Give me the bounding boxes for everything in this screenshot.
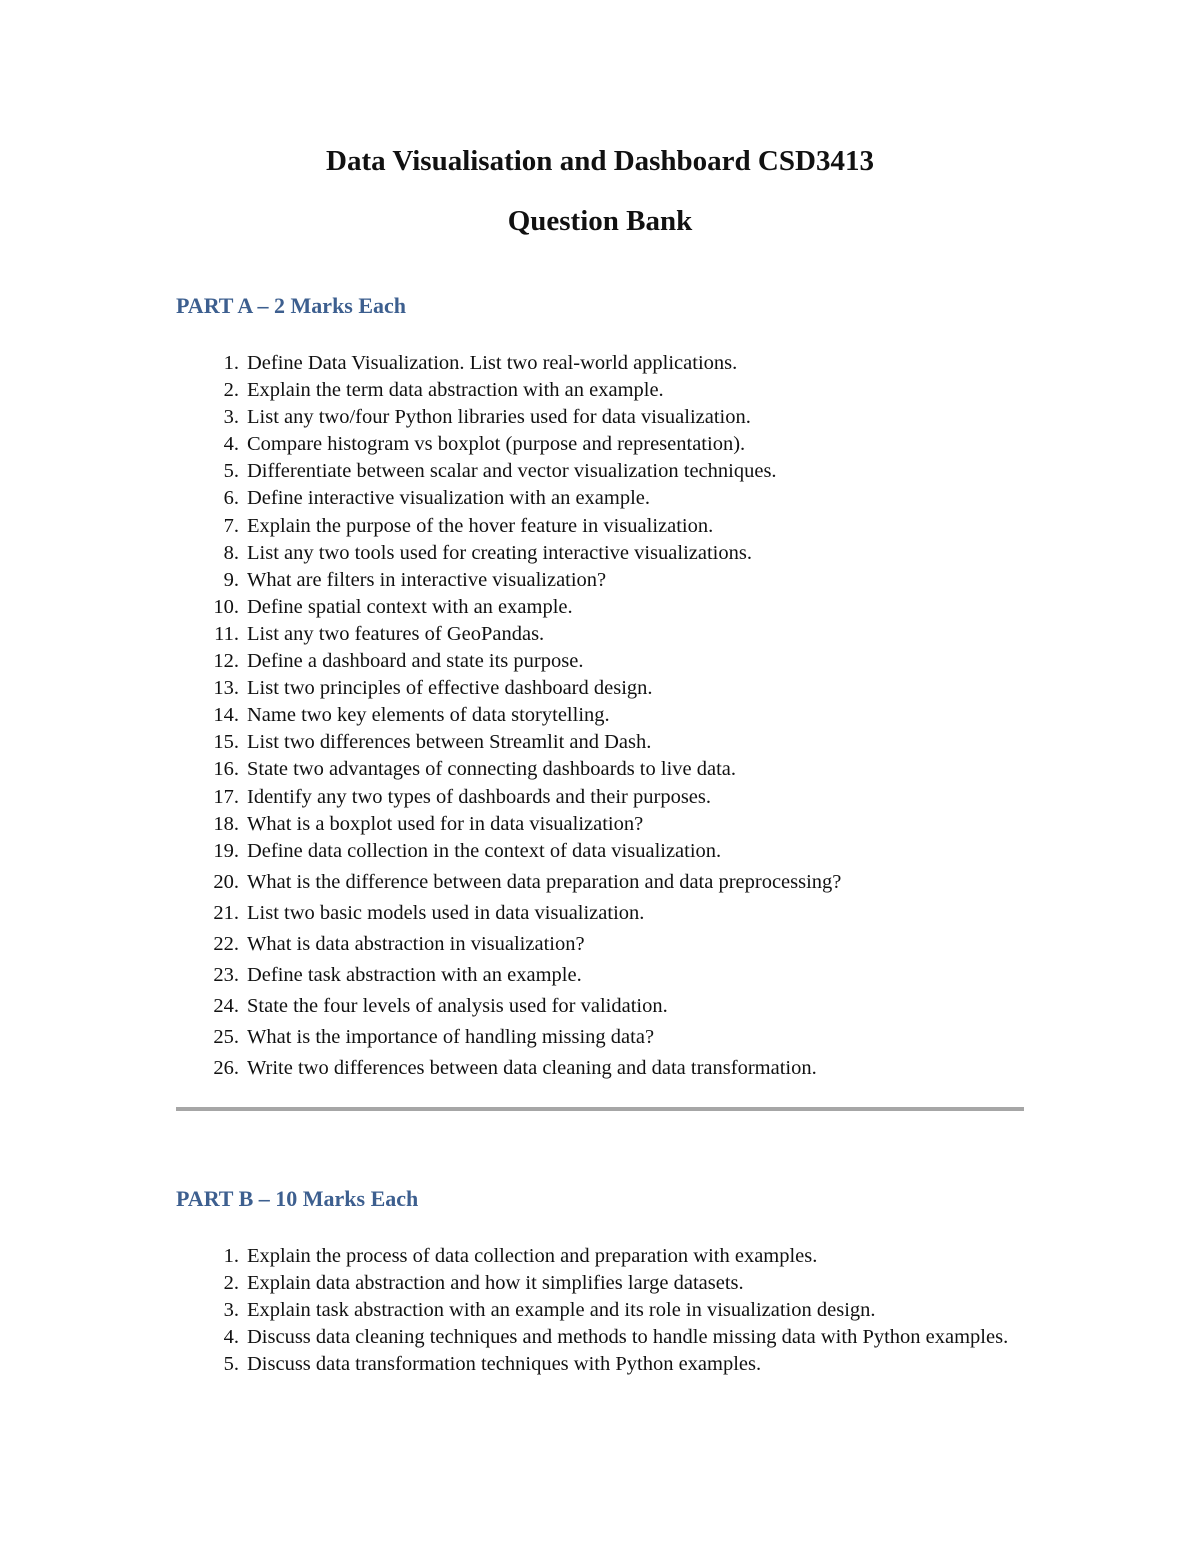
question-number: 7. bbox=[223, 514, 239, 537]
list-item bbox=[176, 648, 1036, 675]
question-number: 22. bbox=[213, 932, 239, 955]
list-item bbox=[176, 784, 1036, 811]
list-item bbox=[176, 1324, 1036, 1351]
question-number: 3. bbox=[223, 1299, 239, 1321]
list-item bbox=[176, 962, 1036, 993]
question-text: Define a dashboard and state its purpose. bbox=[247, 650, 584, 673]
question-text: What is the importance of handling missing data? bbox=[247, 1025, 655, 1048]
list-item bbox=[176, 993, 1036, 1024]
question-number: 19. bbox=[213, 839, 239, 862]
question-number: 6. bbox=[223, 487, 239, 510]
question-number: 16. bbox=[213, 758, 239, 781]
question-number: 4. bbox=[223, 1326, 239, 1348]
question-text: Explain task abstraction with an example and its role in visualization design. bbox=[247, 1299, 876, 1321]
section-divider bbox=[176, 1107, 1024, 1111]
question-number: 13. bbox=[213, 677, 239, 700]
list-item bbox=[176, 540, 1036, 567]
question-text: What are filters in interactive visualization? bbox=[247, 568, 607, 591]
question-number: 1. bbox=[223, 352, 239, 374]
question-text: Define task abstraction with an example. bbox=[247, 963, 582, 986]
question-number: 14. bbox=[213, 704, 239, 727]
list-item bbox=[176, 729, 1036, 756]
part-b-question-list bbox=[176, 1243, 1036, 1378]
list-item bbox=[176, 404, 1036, 431]
question-text: Explain data abstraction and how it simplifies large datasets. bbox=[247, 1272, 744, 1294]
question-text: Explain the purpose of the hover feature in visualization. bbox=[247, 514, 714, 537]
question-text: State the four levels of analysis used for validation. bbox=[247, 994, 668, 1017]
question-text: Define spatial context with an example. bbox=[247, 595, 573, 618]
part-b-heading: PART B – 10 Marks Each bbox=[176, 1186, 419, 1211]
list-item bbox=[176, 485, 1036, 512]
question-number: 1. bbox=[223, 1245, 239, 1267]
question-text: Identify any two types of dashboards and their purposes. bbox=[247, 785, 711, 808]
part-a-question-list bbox=[176, 350, 1036, 1086]
question-number: 3. bbox=[223, 406, 239, 429]
question-number: 24. bbox=[213, 994, 239, 1017]
question-text: Define Data Visualization. List two real-world applications. bbox=[247, 352, 738, 374]
question-number: 26. bbox=[213, 1056, 239, 1079]
question-text: List two basic models used in data visualization. bbox=[247, 901, 645, 924]
question-text: Compare histogram vs boxplot (purpose and representation). bbox=[247, 433, 746, 456]
question-number: 2. bbox=[223, 379, 239, 402]
list-item bbox=[176, 869, 1036, 900]
question-text: Explain the process of data collection and preparation with examples. bbox=[247, 1245, 818, 1267]
question-text: Explain the term data abstraction with an example. bbox=[247, 379, 664, 402]
list-item bbox=[176, 675, 1036, 702]
question-text: Write two differences between data cleaning and data transformation. bbox=[247, 1056, 817, 1079]
list-item bbox=[176, 377, 1036, 404]
question-number: 21. bbox=[213, 901, 239, 924]
question-text: Discuss data cleaning techniques and methods to handle missing data with Python examples. bbox=[247, 1326, 1009, 1348]
list-item bbox=[176, 458, 1036, 485]
list-item bbox=[176, 1270, 1036, 1297]
question-text: Differentiate between scalar and vector visualization techniques. bbox=[247, 460, 777, 483]
list-item bbox=[176, 900, 1036, 931]
document-subtitle: Question Bank bbox=[507, 205, 693, 237]
list-item bbox=[176, 1024, 1036, 1055]
question-text: List any two/four Python libraries used for data visualization. bbox=[247, 406, 751, 429]
question-text: Define interactive visualization with an example. bbox=[247, 487, 651, 510]
list-item bbox=[176, 1351, 1036, 1378]
question-text: Define data collection in the context of data visualization. bbox=[247, 839, 722, 862]
part-a-heading: PART A – 2 Marks Each bbox=[176, 293, 407, 318]
question-number: 10. bbox=[213, 595, 239, 618]
list-item bbox=[176, 1297, 1036, 1324]
question-text: State two advantages of connecting dashboards to live data. bbox=[247, 758, 737, 781]
question-number: 5. bbox=[223, 460, 239, 483]
question-number: 17. bbox=[213, 785, 239, 808]
list-item bbox=[176, 621, 1036, 648]
question-number: 20. bbox=[213, 870, 239, 893]
document-title: Data Visualisation and Dashboard CSD3413 bbox=[326, 145, 874, 177]
question-number: 23. bbox=[213, 963, 239, 986]
question-text: List two differences between Streamlit and Dash. bbox=[247, 731, 652, 754]
list-item bbox=[176, 567, 1036, 594]
question-number: 12. bbox=[213, 650, 239, 673]
question-number: 15. bbox=[213, 731, 239, 754]
list-item bbox=[176, 1243, 1036, 1270]
question-text: List any two tools used for creating interactive visualizations. bbox=[247, 541, 752, 564]
question-number: 8. bbox=[223, 541, 239, 564]
question-number: 4. bbox=[223, 433, 239, 456]
question-number: 18. bbox=[213, 812, 239, 835]
question-text: What is data abstraction in visualization? bbox=[247, 932, 585, 955]
list-item bbox=[176, 702, 1036, 729]
question-number: 11. bbox=[214, 622, 239, 645]
list-item bbox=[176, 756, 1036, 783]
list-item bbox=[176, 594, 1036, 621]
list-item bbox=[176, 350, 1036, 377]
list-item bbox=[176, 838, 1036, 869]
question-number: 25. bbox=[213, 1025, 239, 1048]
list-item bbox=[176, 931, 1036, 962]
question-number: 9. bbox=[223, 568, 239, 591]
question-text: Discuss data transformation techniques with Python examples. bbox=[247, 1353, 762, 1375]
question-text: What is a boxplot used for in data visualization? bbox=[247, 812, 644, 835]
question-number: 5. bbox=[223, 1353, 239, 1375]
list-item bbox=[176, 513, 1036, 540]
list-item bbox=[176, 431, 1036, 458]
question-text: Name two key elements of data storytelling. bbox=[247, 704, 610, 727]
question-text: List two principles of effective dashboard design. bbox=[247, 677, 653, 700]
question-text: List any two features of GeoPandas. bbox=[247, 622, 545, 645]
list-item bbox=[176, 1055, 1036, 1086]
question-text: What is the difference between data preparation and data preprocessing? bbox=[247, 870, 842, 893]
question-number: 2. bbox=[223, 1272, 239, 1294]
list-item bbox=[176, 811, 1036, 838]
